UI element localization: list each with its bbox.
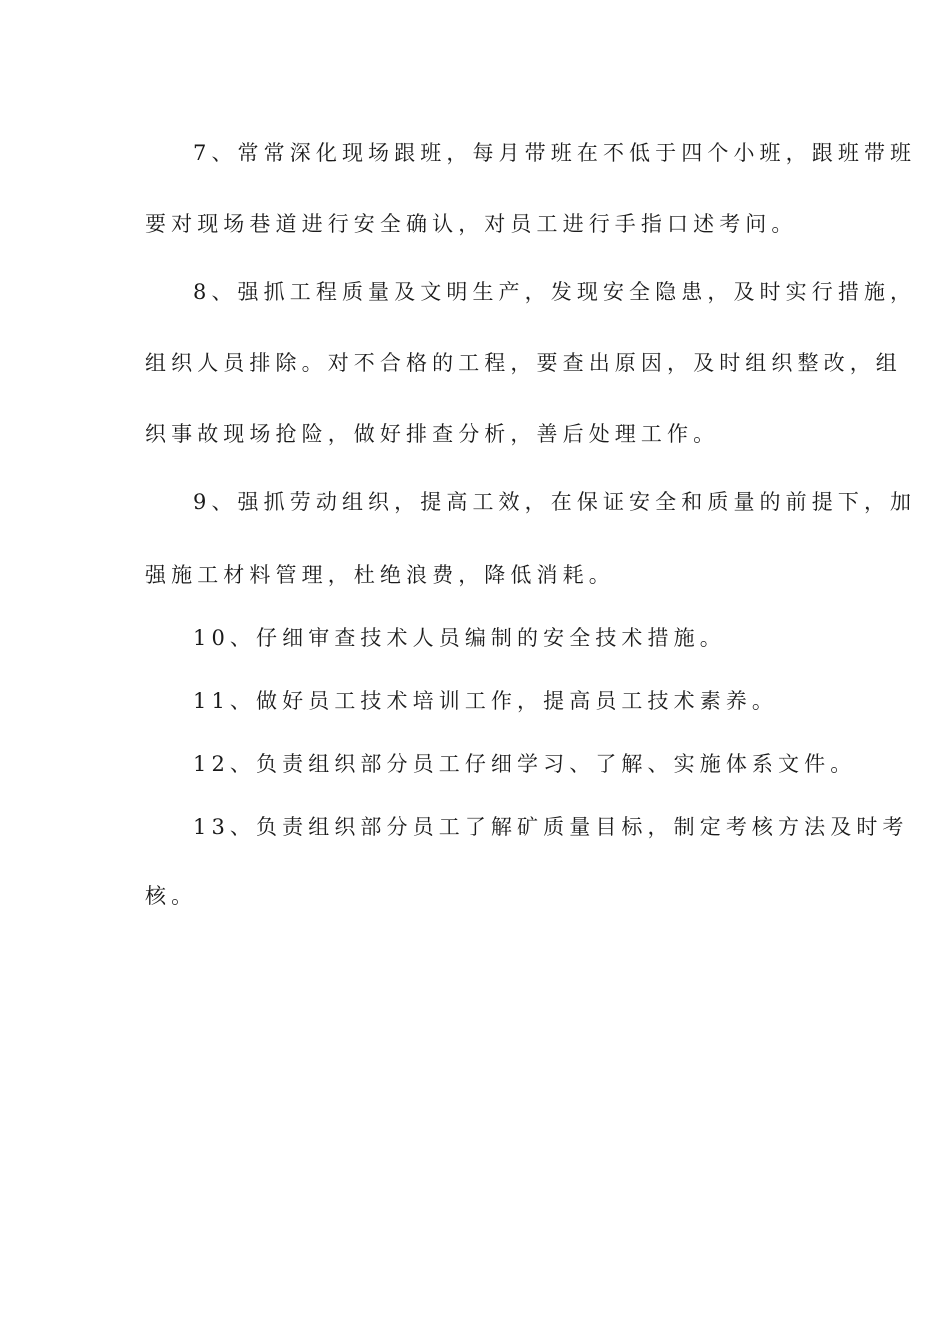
item-12-line: 12、负责组织部分员工仔细学习、了解、实施体系文件。 [193,752,857,776]
item-9-line-2: 强施工材料管理，杜绝浪费，降低消耗。 [145,563,615,587]
item-8-line-1: 8、强抓工程质量及文明生产，发现安全隐患，及时实行措施， [193,280,917,304]
item-9-line-1: 9、强抓劳动组织，提高工效，在保证安全和质量的前提下，加 [193,490,917,514]
item-7-line-2: 要对现场巷道进行安全确认，对员工进行手指口述考问。 [145,212,798,236]
item-8-line-3: 织事故现场抢险，做好排查分析，善后处理工作。 [145,422,720,446]
item-13-line-1: 13、负责组织部分员工了解矿质量目标，制定考核方法及时考 [193,815,909,839]
item-13-line-2: 核。 [145,884,198,908]
item-7-line-1: 7、常常深化现场跟班，每月带班在不低于四个小班，跟班带班 [193,141,917,165]
item-11-line: 11、做好员工技术培训工作，提高员工技术素养。 [193,689,779,713]
item-10-line: 10、仔细审查技术人员编制的安全技术措施。 [193,626,726,650]
item-8-line-2: 组织人员排除。对不合格的工程，要查出原因，及时组织整改，组 [145,351,902,375]
